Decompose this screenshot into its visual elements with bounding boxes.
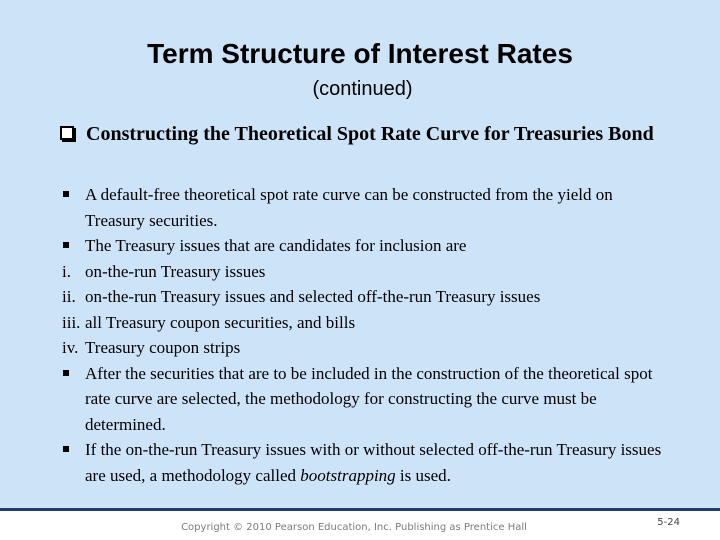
list-item-text: on-the-run Treasury issues — [85, 261, 266, 281]
copyright-notice: Copyright © 2010 Pearson Education, Inc. Publishing as Prentice Hall — [181, 522, 527, 533]
list-item-text: After the securities that are to be included in the construction of the theoretical spot rate curve are selected, the methodology for constructing the curve must be determined. — [85, 363, 653, 434]
slide-title: Term Structure of Interest Rates — [147, 38, 573, 69]
list-item-numeral: iv. — [62, 338, 79, 357]
list-item-text: Treasury coupon strips — [85, 338, 241, 357]
checkbox-bullet-icon — [60, 126, 74, 140]
list-item — [62, 233, 662, 259]
list-item — [62, 361, 662, 438]
list-item — [62, 284, 662, 310]
bullet-list — [62, 182, 662, 488]
list-item-numeral: ii. — [62, 287, 76, 306]
list-item — [62, 310, 662, 336]
list-item — [62, 335, 662, 361]
list-item-text: on-the-run Treasury issues and selected off-the-run Treasury issues — [85, 287, 541, 306]
slide-subtitle: (continued) — [312, 78, 413, 100]
section-heading — [60, 121, 660, 148]
list-item-text: all Treasury coupon securities, and bills — [85, 312, 356, 332]
list-item-text-before: If the on-the-run Treasury issues with or without selected off-the-run Treasury issues are used, a methodology called — [85, 440, 662, 485]
list-item-text: A default-free theoretical spot rate curve can be constructed from the yield on Treasury securities. — [85, 185, 613, 230]
section-heading-text: Constructing the Theoretical Spot Rate Curve for Treasuries Bond — [86, 123, 654, 145]
list-item-text-after: is used. — [395, 465, 451, 485]
list-item — [62, 259, 662, 285]
footer-divider — [0, 508, 720, 511]
list-item-numeral: i. — [62, 261, 71, 281]
emphasized-term: bootstrapping — [300, 465, 396, 485]
list-item — [62, 437, 662, 488]
list-item-text: The Treasury issues that are candidates for inclusion are — [85, 236, 467, 255]
page-number: 5-24 — [657, 517, 680, 528]
list-item-numeral: iii. — [62, 312, 81, 332]
list-item — [62, 182, 662, 233]
